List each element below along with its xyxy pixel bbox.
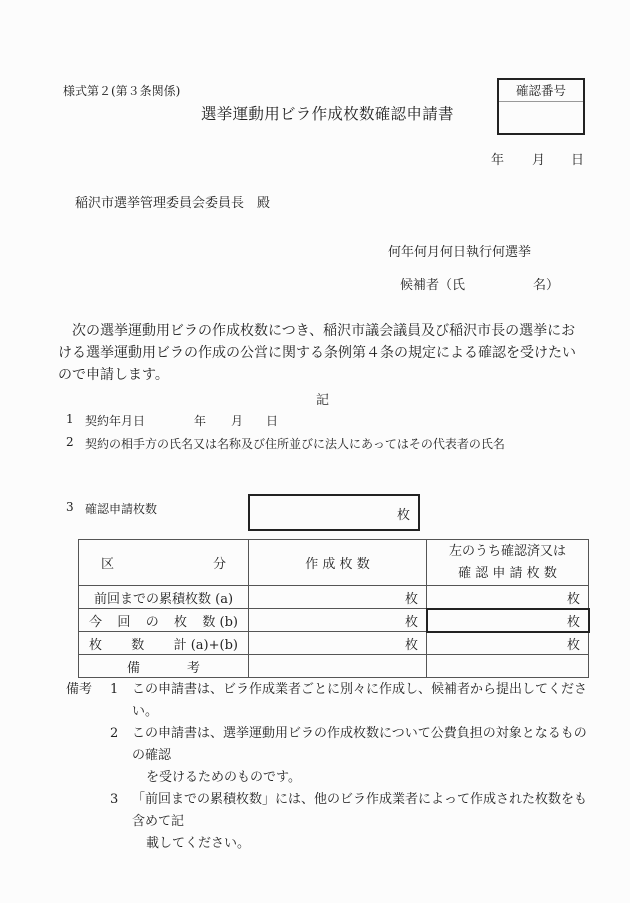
row-label-part: 回	[117, 614, 131, 630]
candidate-name-suffix: 名）	[533, 278, 560, 293]
header-confirmed-line2: 確 認 申 請 枚 数	[458, 565, 557, 581]
form-number: 様式第２(第３条関係)	[63, 84, 181, 98]
note-number: 1	[110, 682, 119, 697]
row-label-part: 備	[127, 660, 141, 676]
table-header-row	[79, 540, 589, 586]
row-label-part: 数	[131, 637, 145, 653]
note-item	[66, 679, 596, 723]
table-row	[79, 632, 589, 655]
note-continuation: 載してください。	[146, 836, 251, 851]
row-confirmed-cell[interactable]: 枚	[427, 586, 589, 609]
addressee: 稲沢市選挙管理委員会委員長 殿	[75, 196, 271, 211]
confirmation-number-field[interactable]	[499, 102, 583, 133]
row-label-part: 計 (a)+(b)	[173, 637, 238, 653]
row-confirmed-cell[interactable]	[427, 655, 589, 678]
candidate-label: 候補者（氏	[400, 278, 466, 293]
request-count-field[interactable]	[248, 494, 420, 531]
row-label	[79, 609, 249, 632]
table-row	[79, 609, 589, 632]
row-created-cell[interactable]: 枚	[249, 586, 427, 609]
row-created-cell[interactable]: 枚	[249, 609, 427, 632]
date-day: 日	[571, 153, 585, 168]
item-1-label: 契約年月日	[85, 414, 146, 428]
item-1-number: 1	[66, 412, 74, 426]
body-text: 次の選挙運動用ビラの作成枚数につき、稲沢市議会議員及び稲沢市長の選挙における選挙運動用ビラの作成の公営に関する条例第４条の規定による確認を受けたいので申請します。	[58, 323, 576, 383]
item-3-label: 確認申請枚数	[85, 502, 158, 516]
row-label-part: 枚	[174, 614, 188, 630]
note-item	[66, 789, 596, 833]
item-1-month: 月	[231, 414, 244, 428]
row-created-cell[interactable]: 枚	[249, 632, 427, 655]
election-name: 何年何月何日執行何選挙	[388, 245, 532, 260]
item-1-year: 年	[194, 414, 207, 428]
header-created-count: 作 成 枚 数	[249, 540, 427, 586]
row-label-part: 枚	[89, 637, 103, 653]
row-label-part: 今	[89, 614, 103, 630]
item-2-number: 2	[66, 435, 74, 449]
confirmation-number-label: 確認番号	[499, 80, 583, 102]
note-text: 「前回までの累積枚数」には、他のビラ作成業者によって作成された枚数をも含めて記	[132, 792, 588, 829]
row-label-part: 数 (b)	[202, 614, 238, 630]
ki-heading: 記	[316, 393, 330, 408]
row-label: 前回までの累積枚数 (a)	[79, 586, 249, 609]
item-2-label: 契約の相手方の氏名又は名称及び住所並びに法人にあってはその代表者の氏名	[85, 437, 505, 451]
table-row	[79, 586, 589, 609]
note-item	[66, 723, 596, 767]
body-paragraph	[58, 320, 588, 386]
date-year: 年	[491, 153, 505, 168]
row-confirmed-cell[interactable]: 枚	[427, 632, 589, 655]
row-created-cell[interactable]	[249, 655, 427, 678]
row-confirmed-cell[interactable]: 枚	[427, 609, 589, 632]
note-continuation: を受けるためのものです。	[146, 770, 301, 785]
table-row	[79, 655, 589, 678]
header-confirmed-count	[427, 540, 589, 586]
row-label-part: 考	[186, 660, 200, 676]
row-label	[79, 632, 249, 655]
item-3-number: 3	[66, 500, 74, 514]
note-text: この申請書は、選挙運動用ビラの作成枚数について公費負担の対象となるものの確認	[132, 726, 587, 763]
header-category-part: 分	[212, 557, 226, 572]
confirmation-number-box	[497, 78, 585, 135]
request-count-unit: 枚	[396, 508, 410, 523]
header-category	[79, 540, 249, 586]
notes-label: 備考	[66, 682, 93, 697]
date-month: 月	[532, 153, 546, 168]
row-label-part: の	[145, 614, 159, 630]
row-label	[79, 655, 249, 678]
header-confirmed-line1: 左のうち確認済又は	[448, 543, 566, 559]
count-table	[78, 539, 589, 678]
notes-section	[66, 679, 596, 855]
note-number: 3	[110, 792, 119, 807]
note-text: この申請書は、ビラ作成業者ごとに別々に作成し、候補者から提出してください。	[132, 682, 588, 719]
page-title: 選挙運動用ビラ作成枚数確認申請書	[201, 105, 454, 123]
note-number: 2	[110, 726, 119, 741]
header-category-part: 区	[101, 557, 115, 572]
item-1-day: 日	[266, 414, 279, 428]
